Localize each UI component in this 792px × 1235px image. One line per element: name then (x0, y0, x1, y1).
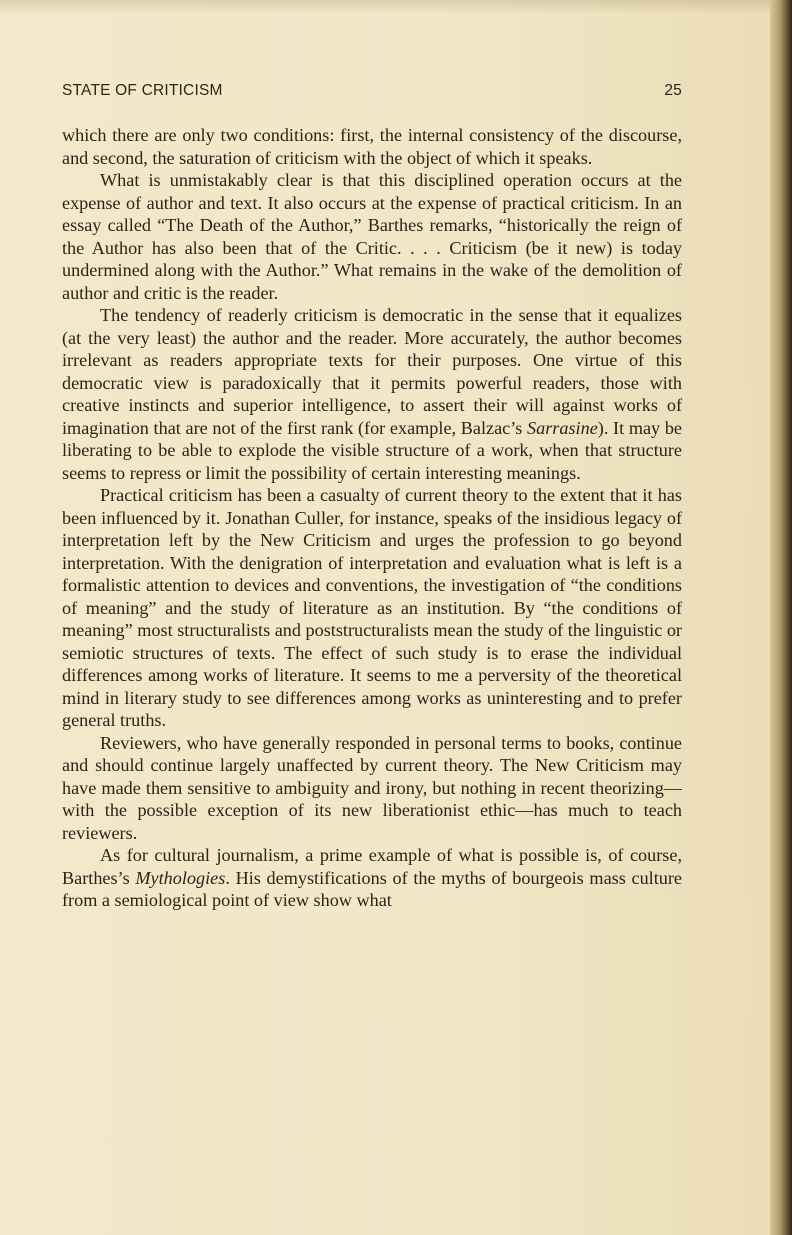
page-binding-edge (770, 0, 792, 1235)
paragraph-2: What is unmistakably clear is that this disciplined operation occurs at the expense of author and text. It also occurs at the expense of practical criticism. In an essay called “The Death of the Author,” Barthes remarks, “historically the reign of the Author has also been that of the Critic. . . . Criticism (be it new) is today undermined along with the Author.” What remains in the wake of the demolition of author and critic is the reader. (62, 170, 682, 303)
page-header (62, 82, 682, 104)
paragraph-1: which there are only two conditions: first, the internal consistency of the discourse, and second, the saturation of criticism with the object of which it speaks. (62, 125, 682, 168)
italic-title-mythologies: Mythologies (135, 867, 226, 888)
paragraph-6 (62, 844, 682, 912)
body-text (62, 124, 682, 912)
italic-title-sarrasine: Sarrasine (527, 417, 598, 438)
running-head: STATE OF CRITICISM (62, 82, 223, 99)
page-top-shadow (0, 0, 792, 14)
paragraph-6-text-b: . His demystifications of the myths of bourgeois mass culture from a semiological point of view show what (62, 867, 682, 910)
paragraph-3-text-a: The tendency of readerly criticism is democratic in the sense that it equalizes (at the very least) the author and the reader. More accurately, the author becomes irrelevant as readers appropriate texts for their purposes. One virtue of this democratic view is paradoxically that it permits powerful readers, those with creative instincts and superior intelligence, to assert their will against works of imagination that are not of the first rank (for example, Balzac’s (62, 305, 682, 438)
paragraph-4: Practical criticism has been a casualty of current theory to the extent that it has been influenced by it. Jonathan Culler, for instance, speaks of the insidious legacy of interpretation left by the New Criticism and urges the profession to go beyond interpretation. With the denigration of interpretation and evaluation what is left is a formalistic attention to devices and conventions, the investigation of “the conditions of meaning” and the study of literature as an institution. By “the conditions of meaning” most structuralists and poststructuralists mean the study of the linguistic or semiotic structures of texts. The effect of such study is to erase the individual differences among works of literature. It seems to me a perversity of the theoretical mind in literary study to see differences among works as uninteresting and to prefer general truths. (62, 485, 682, 730)
page-number: 25 (664, 82, 682, 99)
paragraph-3-text-b: ). It may be liberating to be able to explode the visible structure of a work, when that structure seems to repress or limit the possibility of certain interesting meanings. (62, 417, 682, 483)
paragraph-6-text-a: As for cultural journalism, a prime example of what is possible is, of course, Barthes’s (62, 845, 682, 888)
paragraph-5: Reviewers, who have generally responded in personal terms to books, continue and should continue largely unaffected by current theory. The New Criticism may have made them sensitive to ambiguity and irony, but nothing in recent theorizing—with the possible exception of its new liberationist ethic—has much to teach reviewers. (62, 732, 682, 843)
paragraph-3 (62, 304, 682, 484)
